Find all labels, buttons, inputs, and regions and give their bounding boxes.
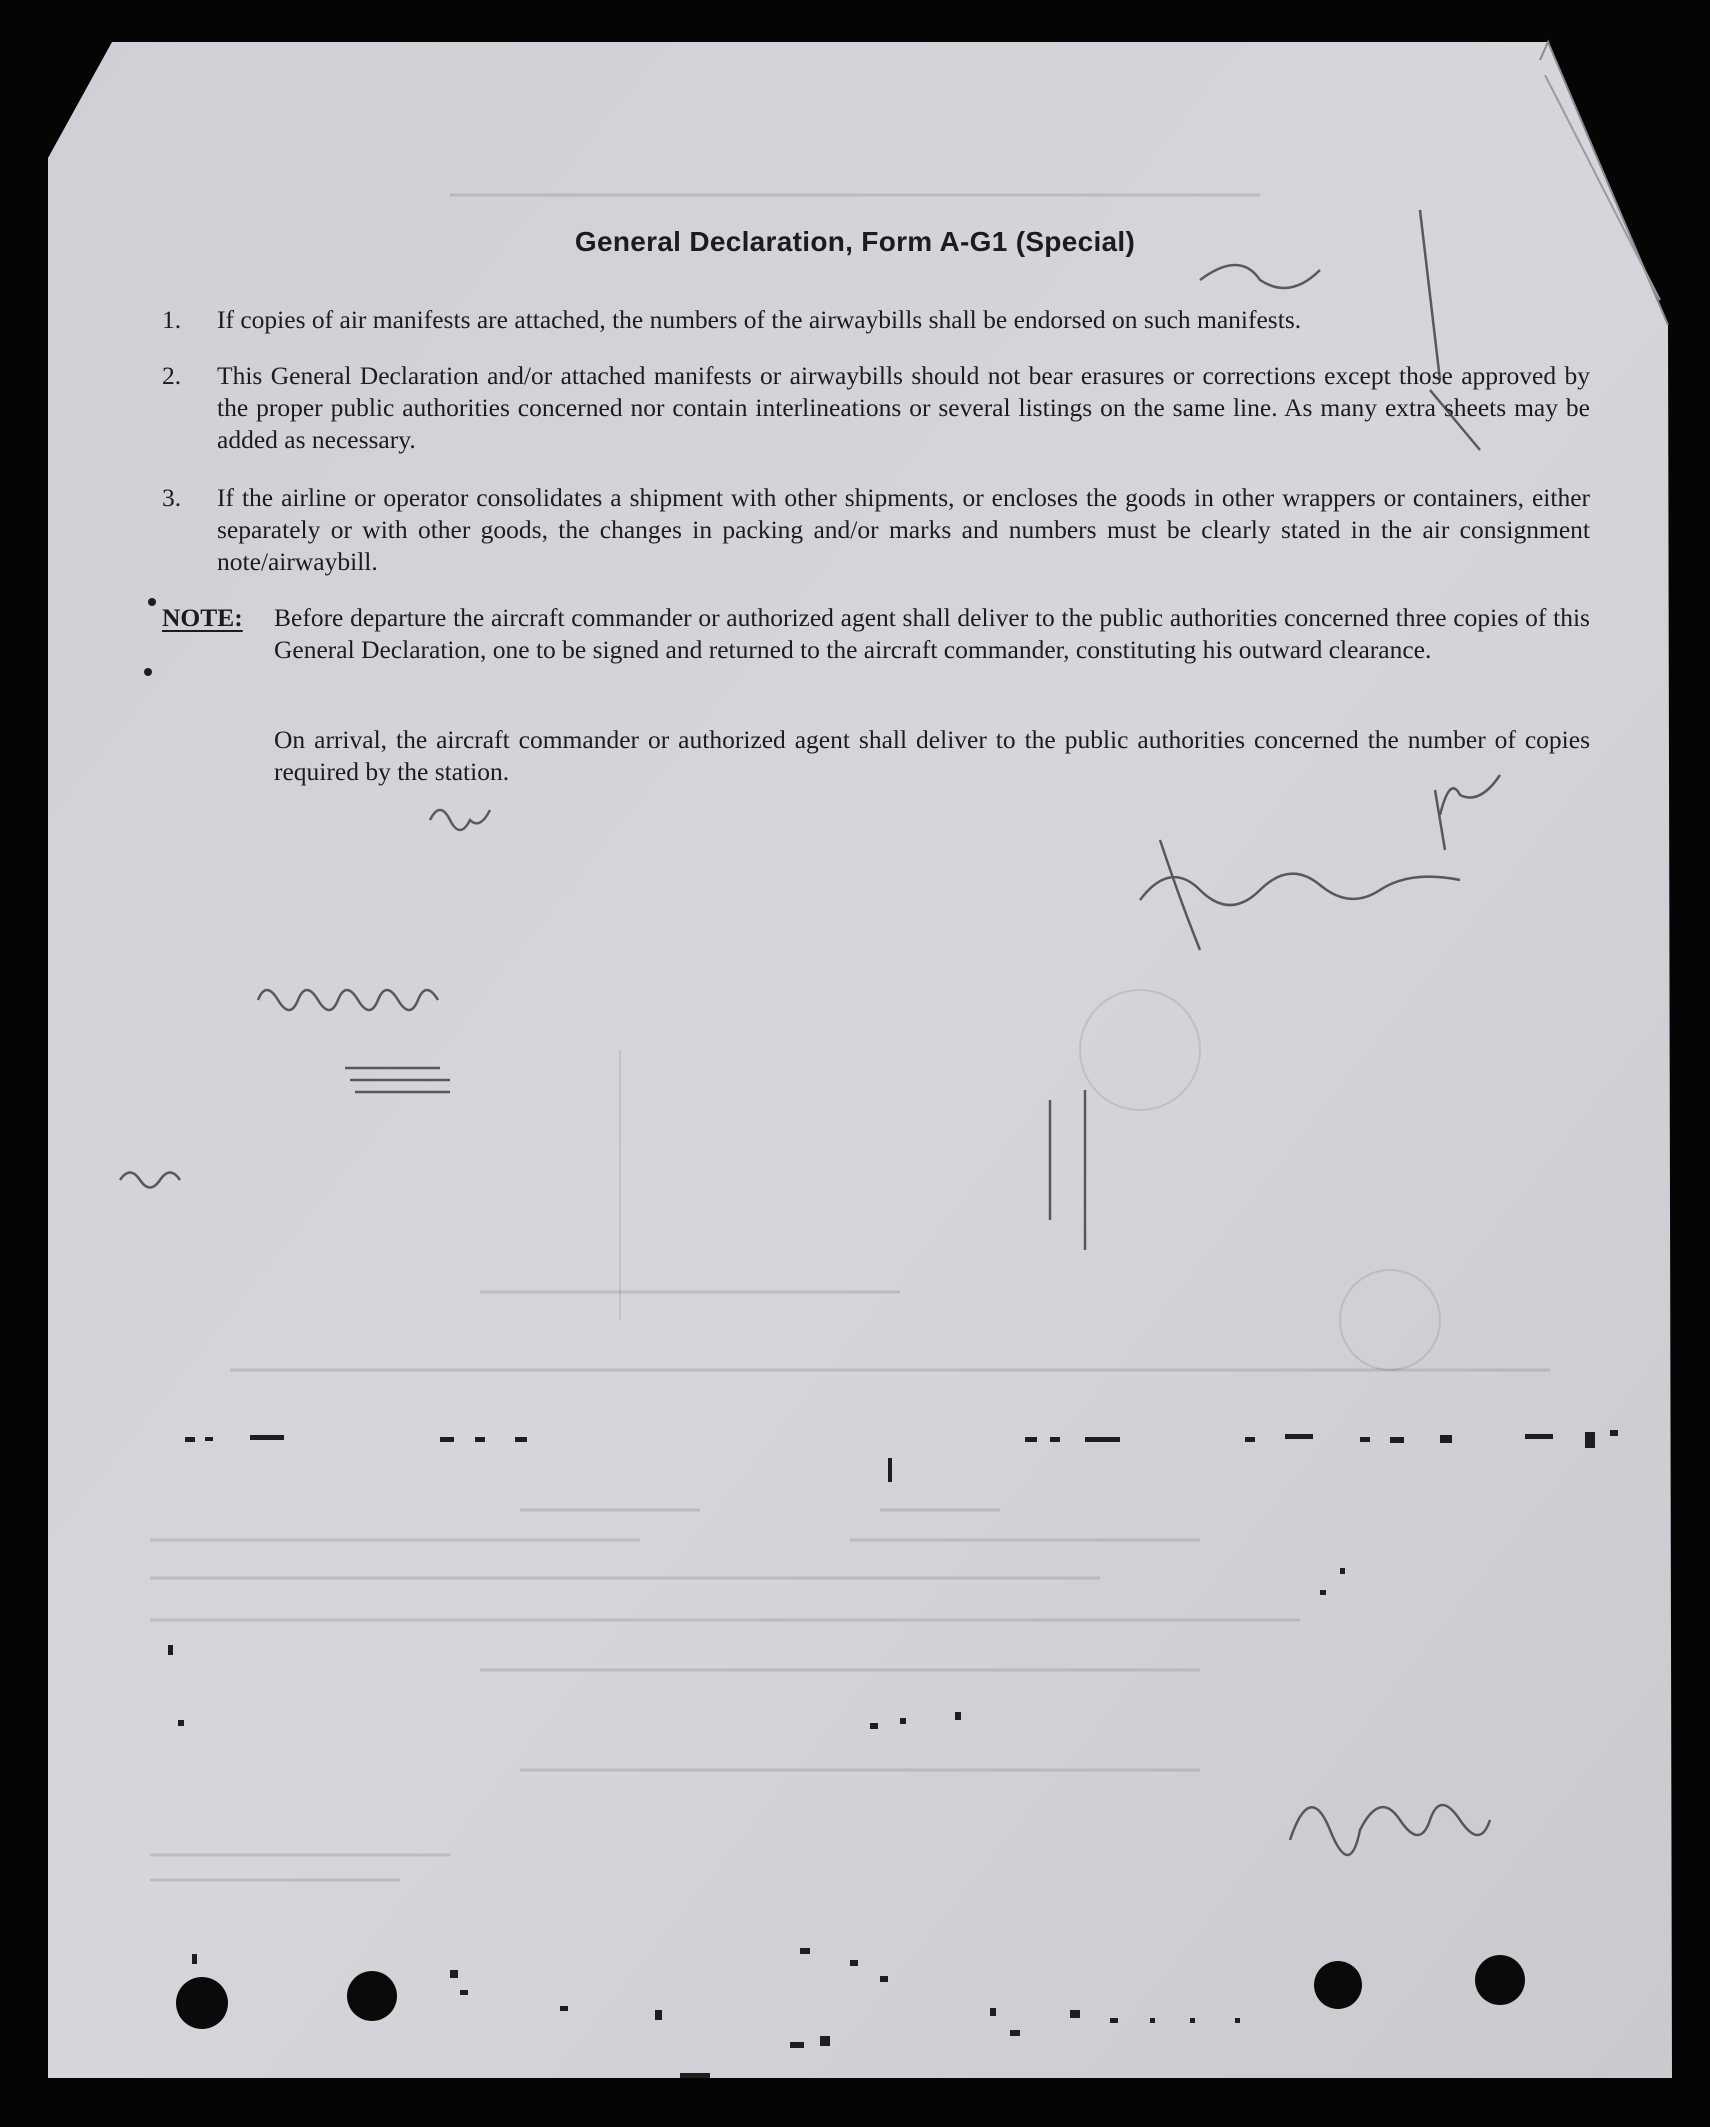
item-number: 1. [162, 305, 182, 334]
item-text: If copies of air manifests are attached, the numbers of the airwaybills shall be endorsed on such manifests. [217, 305, 1302, 334]
note-paragraph: On arrival, the aircraft commander or authorized agent shall deliver to the public authorities concerned the number of copies required by the station. [274, 725, 1590, 786]
note-label: NOTE: [162, 603, 243, 632]
item-text: If the airline or operator consolidates a shipment with other shipments, or encloses the goods in other wrappers or containers, either separately or with other goods, the changes in packing and/or marks and numbers must be clearly stated in the air consignment note/airwaybill. [217, 483, 1590, 576]
item-number: 3. [162, 483, 182, 512]
note-paragraph: Before departure the aircraft commander or authorized agent shall deliver to the public authorities concerned three copies of this General Declaration, one to be signed and returned to the aircraft commander, constituting his outward clearance. [274, 603, 1590, 664]
form-title: General Declaration, Form A-G1 (Special) [574, 226, 1136, 257]
item-number: 2. [162, 361, 182, 390]
item-text: This General Declaration and/or attached manifests or airwaybills should not bear erasures or corrections except those approved by the proper public authorities concerned nor contain interlineations or several listings on the same line. As many extra sheets may be added as necessary. [217, 361, 1590, 454]
